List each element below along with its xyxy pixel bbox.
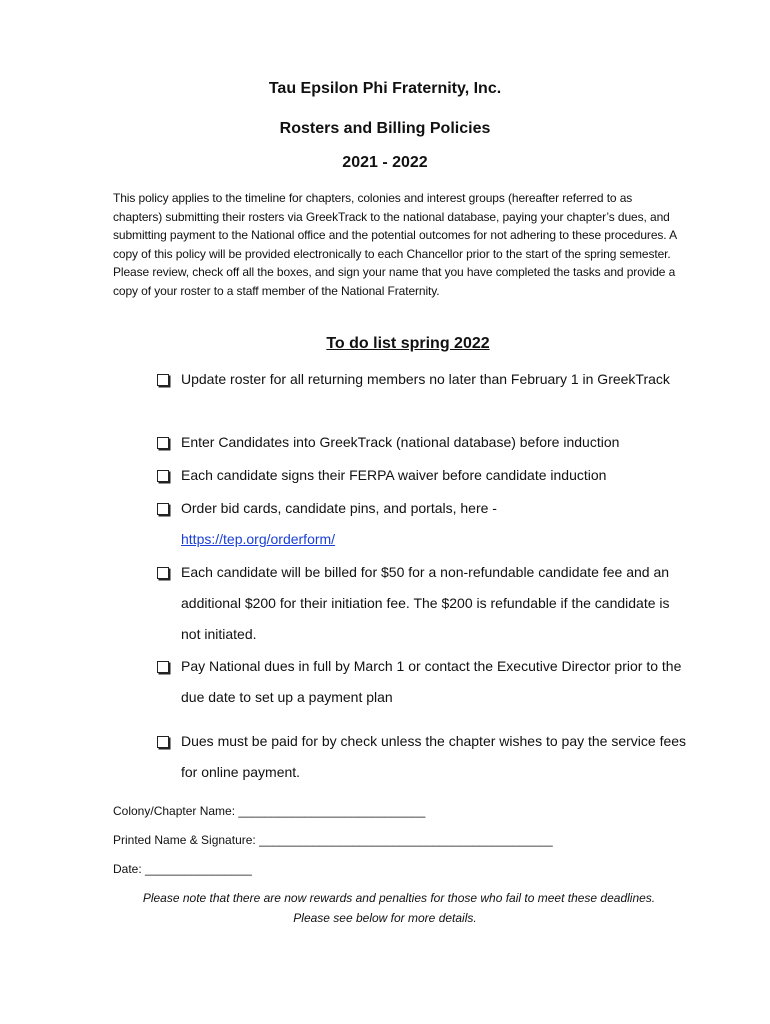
todo-item-update-roster (157, 364, 687, 395)
checkbox-icon[interactable] (157, 374, 169, 386)
policy-year: 2021 - 2022 (342, 154, 428, 171)
todo-item-enter-candidates (157, 427, 687, 458)
todo-item-text: Update roster for all returning members no later than February 1 in GreekTrack (181, 371, 670, 387)
checkbox-icon[interactable] (157, 437, 169, 449)
todo-item-candidate-fees (157, 557, 687, 650)
printed-name-signature-field[interactable]: Printed Name & Signature: ____________________________________________ (113, 833, 553, 847)
policy-intro-paragraph: This policy applies to the timeline for chapters, colonies and interest groups (hereafter referred to as chapters) submitting their rosters via GreekTrack to the national database, paying your chapter’s dues, and submitting payment to the National office and the potential outcomes for not adhering to these procedures. A copy of this policy will be provided electronically to each Chancellor prior to the start of the spring semester. Please review, check off all the boxes, and sign your name that you have completed the tasks and provide a copy of your roster to a staff member of the National Fraternity. (113, 191, 677, 298)
checkbox-icon[interactable] (157, 470, 169, 482)
todo-item-text: Each candidate signs their FERPA waiver before candidate induction (181, 467, 607, 483)
deadline-notice-details: Please see below for more details. (293, 911, 477, 925)
date-field[interactable]: Date: ________________ (113, 862, 252, 876)
deadline-notice: Please note that there are now rewards and penalties for those who fail to meet these deadlines. (142, 891, 656, 905)
checkbox-icon[interactable] (157, 661, 169, 673)
checkbox-icon[interactable] (157, 736, 169, 748)
todo-item-payment-method (157, 726, 687, 788)
todo-item-ferpa-waiver (157, 460, 687, 491)
todo-item-order-supplies (157, 493, 687, 555)
todo-item-text: Enter Candidates into GreekTrack (national database) before induction (181, 434, 620, 450)
organization-title: Tau Epsilon Phi Fraternity, Inc. (268, 80, 502, 97)
checkbox-icon[interactable] (157, 503, 169, 515)
policy-title: Rosters and Billing Policies (279, 120, 491, 137)
chapter-name-field[interactable]: Colony/Chapter Name: ____________________________ (113, 804, 426, 818)
order-form-link[interactable]: https://tep.org/orderform/ (181, 531, 336, 547)
todo-item-text (181, 493, 687, 555)
todo-item-pay-dues (157, 651, 687, 713)
todo-item-text: Dues must be paid for by check unless the chapter wishes to pay the service fees for online payment. (181, 733, 687, 780)
todo-item-text: Pay National dues in full by March 1 or contact the Executive Director prior to the due date to set up a payment plan (181, 658, 682, 705)
todo-item-label: Order bid cards, candidate pins, and portals, here - (181, 500, 497, 516)
checkbox-icon[interactable] (157, 567, 169, 579)
todo-item-text: Each candidate will be billed for $50 for a non-refundable candidate fee and an additional $200 for their initiation fee. The $200 is refundable if the candidate is not initiated. (181, 564, 670, 642)
todo-heading: To do list spring 2022 (326, 335, 490, 352)
